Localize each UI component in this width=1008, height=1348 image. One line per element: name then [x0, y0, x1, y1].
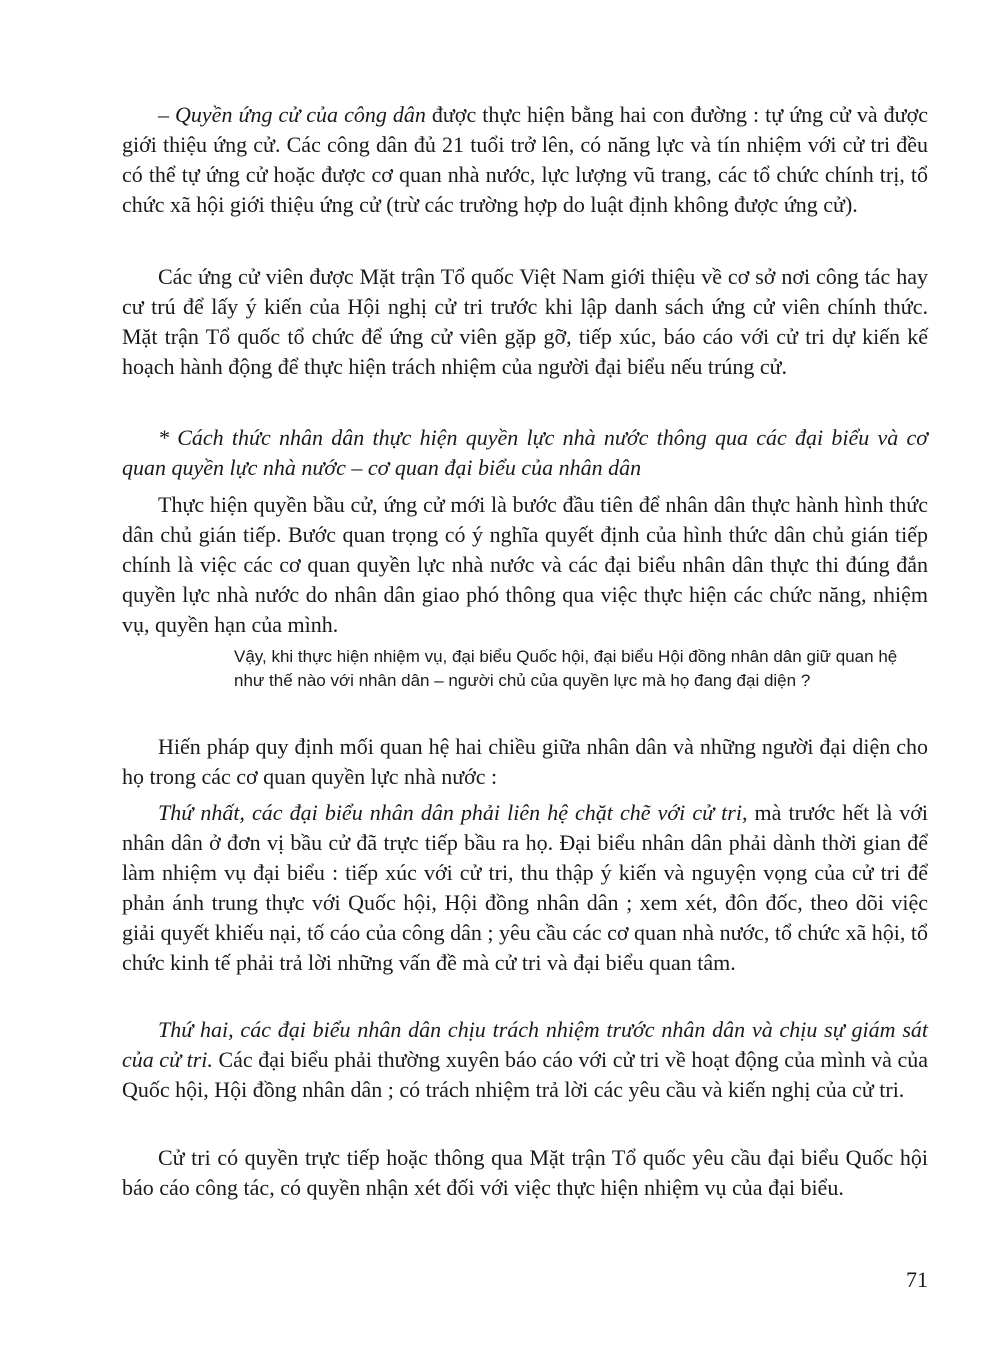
question-box: Vậy, khi thực hiện nhiệm vụ, đại biểu Quốc hội, đại biểu Hội đồng nhân dân giữ quan hệ như thế nào với nhân dân – người chủ của quyền lực mà họ đang đại diện ?: [234, 647, 898, 690]
paragraph-lead-italic: – Quyền ứng cử của công dân: [158, 102, 426, 127]
paragraph-candidacy-right: [122, 100, 928, 220]
paragraph-candidate-introduction: Các ứng cử viên được Mặt trận Tổ quốc Việt Nam giới thiệu về cơ sở nơi công tác hay cư trú để lấy ý kiến của Hội nghị cử tri trước khi lập danh sách ứng cử viên chính thức. Mặt trận Tổ quốc tổ chức để ứng cử viên gặp gỡ, tiếp xúc, báo cáo với cử tri dự kiến kế hoạch hành động để thực hiện trách nhiệm của người đại biểu nếu trúng cử.: [122, 264, 928, 379]
paragraph-body: mà trước hết là với nhân dân ở đơn vị bầu cử đã trực tiếp bầu ra họ. Đại biểu nhân dân phải dành thời gian để làm nhiệm vụ đại biểu : tiếp xúc với cử tri, thu thập ý kiến và nguyện vọng của cử tri để phản ánh trung thực với Quốc hội, Hội đồng nhân dân ; xem xét, đôn đốc, theo dõi việc giải quyết khiếu nại, tố cáo của công dân ; yêu cầu các cơ quan nhà nước, tổ chức xã hội, tổ chức kinh tế phải trả lời những vấn đề mà cử tri và đại biểu quan tâm.: [122, 800, 928, 975]
paragraph-indirect-democracy: Thực hiện quyền bầu cử, ứng cử mới là bước đầu tiên để nhân dân thực hành hình thức dân chủ gián tiếp. Bước quan trọng có ý nghĩa quyết định của hình thức dân chủ gián tiếp chính là việc các cơ quan quyền lực nhà nước và các đại biểu nhân dân thực thi đúng đắn quyền lực nhà nước do nhân dân giao phó thông qua việc thực hiện các chức năng, nhiệm vụ, quyền hạn của mình.: [122, 492, 928, 637]
section-heading: * Cách thức nhân dân thực hiện quyền lực nhà nước thông qua các đại biểu và cơ quan quyền lực nhà nước – cơ quan đại biểu của nhân dân: [122, 425, 928, 480]
paragraph-lead-italic: Thứ nhất, các đại biểu nhân dân phải liên hệ chặt chẽ với cử tri,: [158, 800, 748, 825]
paragraph-first-duty: [122, 798, 928, 978]
paragraph-body: được thực hiện bằng hai con đường : tự ứng cử và được giới thiệu ứng cử. Các công dân đủ 21 tuổi trở lên, có năng lực và tín nhiệm với cử tri đều có thể tự ứng cử hoặc được cơ quan nhà nước, lực lượng vũ trang, các tổ chức chính trị, tổ chức xã hội giới thiệu ứng cử (trừ các trường hợp do luật định không được ứng cử).: [122, 102, 928, 217]
paragraph-lead-italic: Thứ hai, các đại biểu nhân dân chịu trách nhiệm trước nhân dân và chịu sự giám sát của cử tri.: [122, 1017, 928, 1072]
paragraph-second-duty: [122, 1015, 928, 1105]
paragraph-constitution-relation: Hiến pháp quy định mối quan hệ hai chiều giữa nhân dân và những người đại diện cho họ trong các cơ quan quyền lực nhà nước :: [122, 734, 928, 789]
page-number: 71: [906, 1267, 928, 1292]
paragraph-body: Các đại biểu phải thường xuyên báo cáo với cử tri về hoạt động của mình và của Quốc hội, Hội đồng nhân dân ; có trách nhiệm trả lời các yêu cầu và kiến nghị của cử tri.: [122, 1047, 928, 1102]
paragraph-voter-rights: Cử tri có quyền trực tiếp hoặc thông qua Mặt trận Tổ quốc yêu cầu đại biểu Quốc hội báo cáo công tác, có quyền nhận xét đối với việc thực hiện nhiệm vụ của đại biểu.: [122, 1145, 928, 1200]
